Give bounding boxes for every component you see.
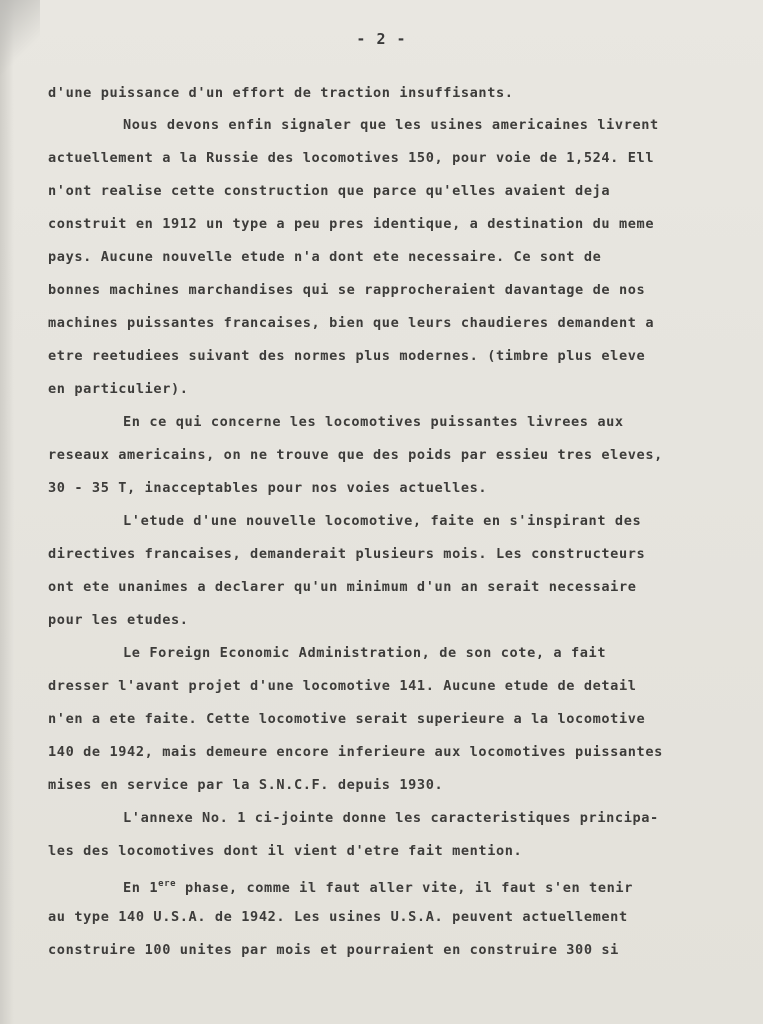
text-line: ont ete unanimes a declarer qu'un minimum d'un an serait necessaire	[48, 579, 637, 595]
text-segment: phase, comme il faut aller vite, il faut s'en tenir	[176, 880, 633, 896]
text-line: Nous devons enfin signaler que les usines americaines livrent	[123, 117, 659, 133]
text-line: En ce qui concerne les locomotives puissantes livrees aux	[123, 414, 624, 430]
text-line: etre reetudiees suivant des normes plus modernes. (timbre plus eleve	[48, 348, 646, 364]
text-line: n'ont realise cette construction que parce qu'elles avaient deja	[48, 183, 611, 199]
text-line: Le Foreign Economic Administration, de son cote, a fait	[123, 645, 607, 661]
text-line	[123, 876, 633, 896]
text-line: dresser l'avant projet d'une locomotive 141. Aucune etude de detail	[48, 678, 637, 694]
text-line: les des locomotives dont il vient d'etre fait mention.	[48, 843, 523, 859]
text-line: actuellement a la Russie des locomotives 150, pour voie de 1,524. Ell	[48, 150, 655, 166]
text-line: L'annexe No. 1 ci-jointe donne les caracteristiques principa-	[123, 810, 659, 826]
superscript-text: ere	[158, 879, 177, 889]
text-line: L'etude d'une nouvelle locomotive, faite en s'inspirant des	[123, 513, 642, 529]
text-line: d'une puissance d'un effort de traction insuffisants.	[48, 85, 514, 101]
text-line: mises en service par la S.N.C.F. depuis 1930.	[48, 777, 444, 793]
text-line: construit en 1912 un type a peu pres identique, a destination du meme	[48, 216, 655, 232]
text-line: au type 140 U.S.A. de 1942. Les usines U.S.A. peuvent actuellement	[48, 909, 628, 925]
page-number: - 2 -	[356, 30, 407, 48]
text-segment: En 1	[123, 880, 159, 896]
text-line: pour les etudes.	[48, 612, 189, 628]
text-line: machines puissantes francaises, bien que leurs chaudieres demandent a	[48, 315, 655, 331]
text-line: 140 de 1942, mais demeure encore inferieure aux locomotives puissantes	[48, 744, 663, 760]
text-line: directives francaises, demanderait plusieurs mois. Les constructeurs	[48, 546, 646, 562]
text-line: n'en a ete faite. Cette locomotive serait superieure a la locomotive	[48, 711, 646, 727]
text-line: bonnes machines marchandises qui se rapprocheraient davantage de nos	[48, 282, 646, 298]
text-line: 30 - 35 T, inacceptables pour nos voies actuelles.	[48, 480, 488, 496]
text-line: construire 100 unites par mois et pourraient en construire 300 si	[48, 942, 619, 958]
text-line: reseaux americains, on ne trouve que des poids par essieu tres eleves,	[48, 447, 663, 463]
paper-edge-shadow	[0, 0, 14, 1024]
text-line: pays. Aucune nouvelle etude n'a dont ete necessaire. Ce sont de	[48, 249, 602, 265]
text-line: en particulier).	[48, 381, 189, 397]
